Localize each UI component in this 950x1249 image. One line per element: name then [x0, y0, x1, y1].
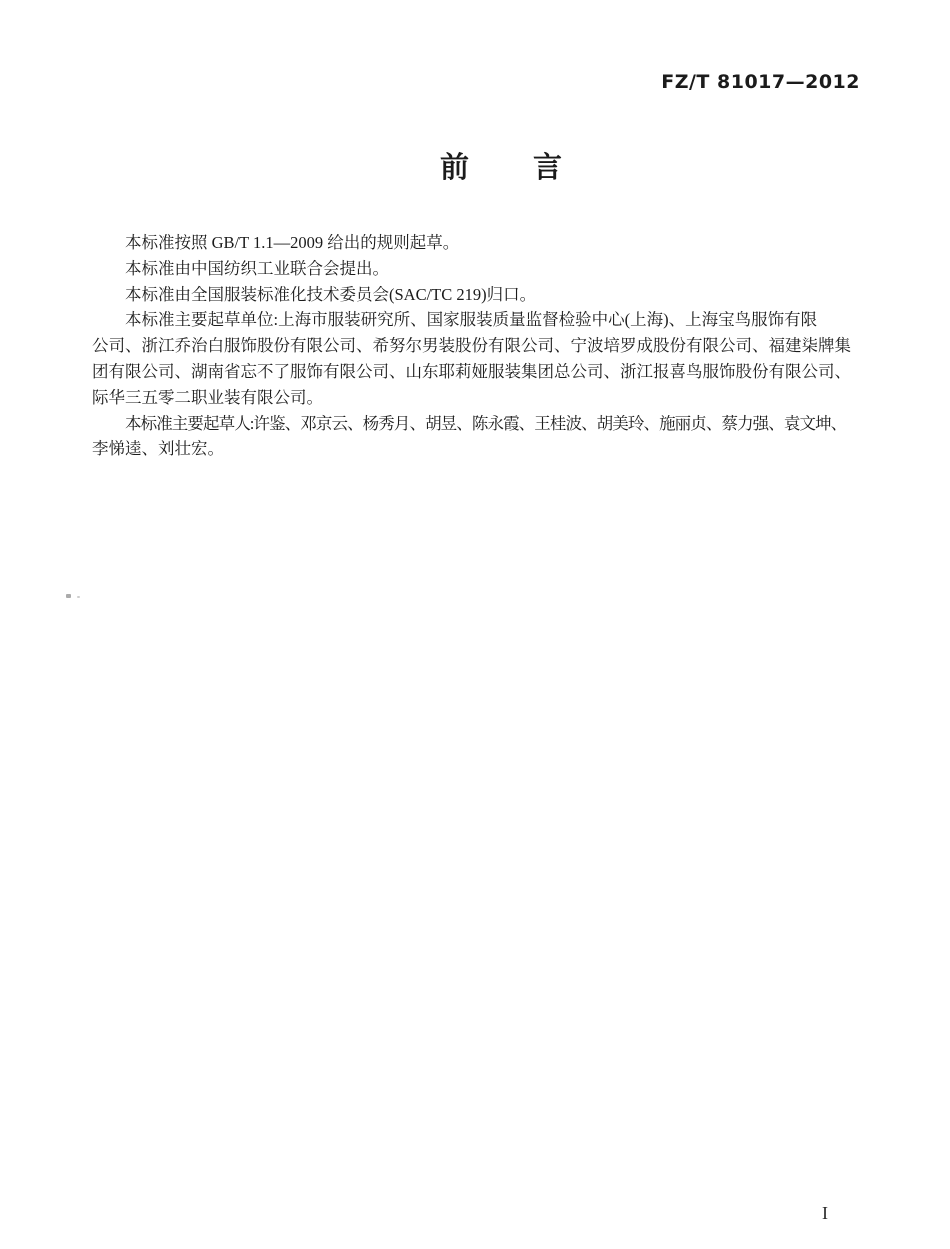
foreword-line: 李悌逵、刘壮宏。 — [92, 439, 224, 459]
scan-artifact-dot — [77, 596, 80, 598]
title-char-first: 前 — [439, 150, 469, 184]
foreword-line: 际华三五零二职业装有限公司。 — [92, 387, 323, 407]
foreword-line: 本标准由全国服装标准化技术委员会(SAC/TC 219)归口。 — [125, 284, 537, 304]
foreword-line: 本标准按照 GB/T 1.1—2009 给出的规则起草。 — [125, 233, 460, 252]
page-number: I — [822, 1203, 828, 1223]
scan-artifact-dot — [66, 594, 71, 598]
foreword-line: 公司、浙江乔治白服饰股份有限公司、希努尔男装股份有限公司、宁波培罗成股份有限公司、福建柒牌集 — [92, 336, 851, 356]
page-title — [116, 150, 886, 184]
foreword-line: 本标准由中国纺织工业联合会提出。 — [125, 258, 389, 278]
foreword-line: 团有限公司、湖南省忘不了服饰有限公司、山东耶莉娅服装集团总公司、浙江报喜鸟服饰股份有限公司、 — [92, 361, 851, 381]
title-char-second: 言 — [533, 150, 563, 184]
foreword-line: 本标准主要起草单位:上海市服装研究所、国家服装质量监督检验中心(上海)、上海宝鸟服饰有限 — [125, 310, 818, 330]
foreword-text — [92, 230, 864, 462]
foreword-line: 本标准主要起草人:许鉴、邓京云、杨秀月、胡昱、陈永霞、王桂波、胡美玲、施丽贞、蔡力强、袁文坤、 — [125, 413, 847, 433]
standard-code: FZ/T 81017—2012 — [661, 71, 860, 93]
